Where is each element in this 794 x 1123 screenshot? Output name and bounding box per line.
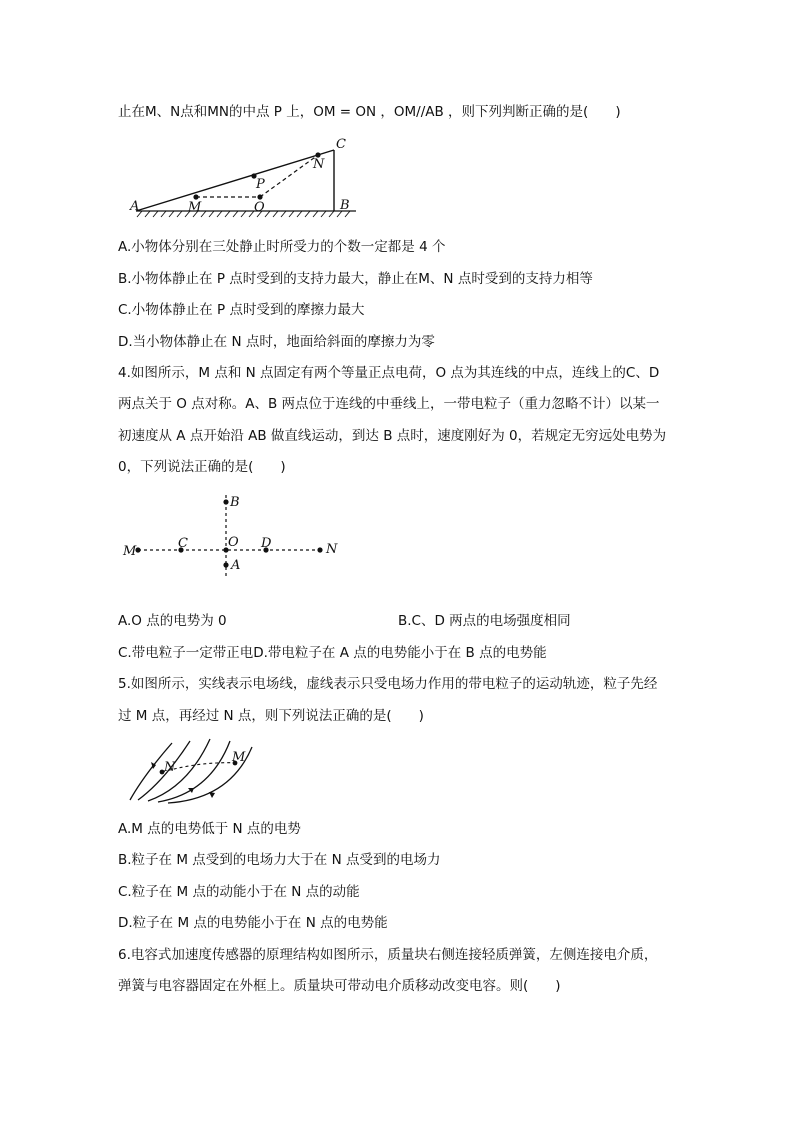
- q4-stem-line-4: 0，下列说法正确的是( ): [118, 459, 286, 475]
- q5-field-lines-figure: [122, 735, 262, 807]
- label-M: M: [123, 544, 137, 559]
- label-C: C: [178, 536, 188, 551]
- q4-stem-line-3: 初速度从 A 点开始沿 AB 做直线运动，到达 B 点时，速度刚好为 0，若规定无穷远处电势为: [118, 428, 667, 444]
- q5-stem-line-2: 过 M 点，再经过 N 点，则下列说法正确的是( ): [118, 708, 424, 724]
- label-D: D: [261, 536, 272, 551]
- label-N: N: [164, 760, 176, 775]
- label-P: P: [256, 177, 265, 192]
- q3-incline-figure: [120, 132, 360, 224]
- q4-stem-line-2: 两点关于 O 点对称。A、B 两点位于连线的中垂线上，一带电粒子（重力忽略不计）以某一: [118, 396, 660, 412]
- q4-option-b: B.C、D 两点的电场强度相同: [398, 613, 571, 629]
- q5-option-b: B.粒子在 M 点受到的电场力大于在 N 点受到的电场力: [118, 852, 441, 868]
- q4-stem-line-1: 4.如图所示，M 点和 N 点固定有两个等量正点电荷，O 点为其连线的中点，连线上的C、D: [118, 365, 660, 381]
- q3-stem-continuation: 止在M、N点和MN的中点 P 上，OM = ON ，OM//AB ，则下列判断正确的是( ): [118, 104, 621, 120]
- q3-option-c: C.小物体静止在 P 点时受到的摩擦力最大: [118, 302, 365, 318]
- label-A: A: [231, 558, 241, 573]
- label-C: C: [336, 137, 346, 152]
- q3-option-d: D.当小物体静止在 N 点时，地面给斜面的摩擦力为零: [118, 334, 435, 350]
- q5-stem-line-1: 5.如图所示，实线表示电场线，虚线表示只受电场力作用的带电粒子的运动轨迹，粒子先经: [118, 676, 658, 692]
- q6-stem-line-2: 弹簧与电容器固定在外框上。质量块可带动电介质移动改变电容。则( ): [118, 978, 561, 994]
- q4-option-a: A.O 点的电势为 0: [118, 613, 227, 629]
- q4-charges-figure: [120, 490, 350, 580]
- label-B: B: [340, 198, 350, 213]
- q3-option-b: B.小物体静止在 P 点时受到的支持力最大，静止在M、N 点时受到的支持力相等: [118, 271, 593, 287]
- label-A: A: [130, 199, 140, 214]
- label-B: B: [230, 495, 240, 510]
- q3-option-a: A.小物体分别在三处静止时所受力的个数一定都是 4 个: [118, 239, 446, 255]
- q4-option-cd: C.带电粒子一定带正电D.带电粒子在 A 点的电势能小于在 B 点的电势能: [118, 645, 547, 661]
- label-M: M: [232, 750, 246, 765]
- label-O: O: [228, 535, 239, 550]
- label-N: N: [313, 157, 325, 172]
- label-M: M: [188, 200, 202, 215]
- label-O: O: [254, 200, 265, 215]
- q5-option-c: C.粒子在 M 点的动能小于在 N 点的动能: [118, 884, 360, 900]
- q5-option-a: A.M 点的电势低于 N 点的电势: [118, 821, 301, 837]
- q5-option-d: D.粒子在 M 点的电势能小于在 N 点的电势能: [118, 915, 388, 931]
- q6-stem-line-1: 6.电容式加速度传感器的原理结构如图所示，质量块右侧连接轻质弹簧，左侧连接电介质，: [118, 947, 658, 963]
- label-N: N: [326, 542, 338, 557]
